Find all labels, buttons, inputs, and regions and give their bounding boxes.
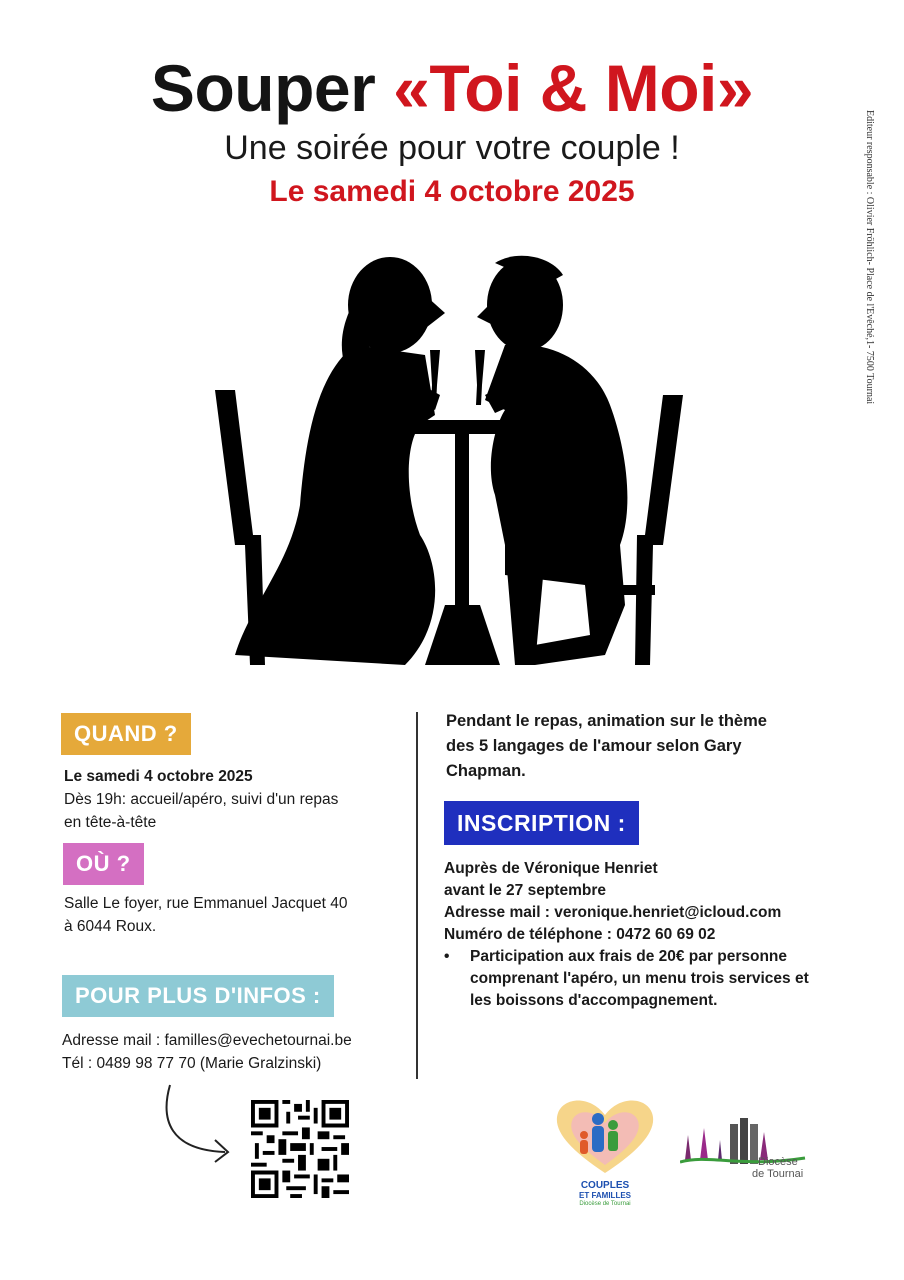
animation-line2: des 5 langages de l'amour selon Gary	[446, 737, 742, 755]
quand-line2: Dès 19h: accueil/apéro, suivi d'un repas	[64, 791, 339, 808]
couples-l2: ET FAMILLES	[579, 1191, 631, 1200]
couples-l3: Diocèse de Tournai	[579, 1201, 631, 1207]
ou-line1: Salle Le foyer, rue Emmanuel Jacquet 40	[64, 895, 348, 912]
inscription-line1: Auprès de Véronique Henriet	[444, 860, 658, 877]
couples-familles-logo	[550, 1095, 660, 1210]
page-title	[0, 50, 904, 126]
quand-line3: en tête-à-tête	[64, 814, 157, 831]
title-red: «Toi & Moi»	[393, 51, 754, 125]
column-divider	[416, 712, 418, 1079]
infos-badge: POUR PLUS D'INFOS :	[62, 975, 334, 1017]
quand-date: Le samedi 4 octobre 2025	[64, 768, 253, 785]
diocese-tournai-logo	[680, 1110, 810, 1190]
editor-note: Editeur responsable : Olivier Fröhlich- Place de l'Evêché,1- 7500 Tournai	[864, 110, 875, 405]
diocese-l1: Diocèse	[758, 1156, 798, 1168]
heart-family-icon	[550, 1095, 660, 1175]
couple-dinner-illustration	[205, 245, 705, 675]
inscription-badge: INSCRIPTION :	[444, 801, 639, 845]
bullet-line3: les boissons d'accompagnement.	[470, 992, 718, 1009]
page-subtitle: Une soirée pour votre couple !	[224, 129, 680, 167]
animation-line3: Chapman.	[446, 762, 526, 780]
couples-l1: COUPLES	[580, 1180, 630, 1191]
infos-email[interactable]: Adresse mail : familles@evechetournai.be	[62, 1032, 352, 1049]
bullet-line2: comprenant l'apéro, un menu trois services et	[470, 970, 809, 987]
title-black: Souper	[150, 51, 394, 125]
bullet-icon: •	[444, 948, 450, 965]
infos-tel[interactable]: Tél : 0489 98 77 70 (Marie Gralzinski)	[62, 1055, 322, 1072]
qr-code-icon[interactable]	[251, 1100, 349, 1198]
quand-badge: QUAND ?	[61, 713, 191, 755]
bullet-line1: Participation aux frais de 20€ par personne	[470, 948, 788, 965]
inscription-phone[interactable]: Numéro de téléphone : 0472 60 69 02	[444, 926, 716, 943]
ou-line2: à 6044 Roux.	[64, 918, 157, 935]
curved-arrow-icon	[160, 1080, 240, 1180]
inscription-email[interactable]: Adresse mail : veronique.henriet@icloud.com	[444, 904, 782, 921]
inscription-line2: avant le 27 septembre	[444, 882, 606, 899]
diocese-l2: de Tournai	[752, 1168, 804, 1180]
animation-line1: Pendant le repas, animation sur le thème	[446, 712, 767, 730]
event-date: Le samedi 4 octobre 2025	[269, 175, 635, 208]
ou-badge: OÙ ?	[63, 843, 144, 885]
inscription-bullet	[444, 946, 824, 1012]
